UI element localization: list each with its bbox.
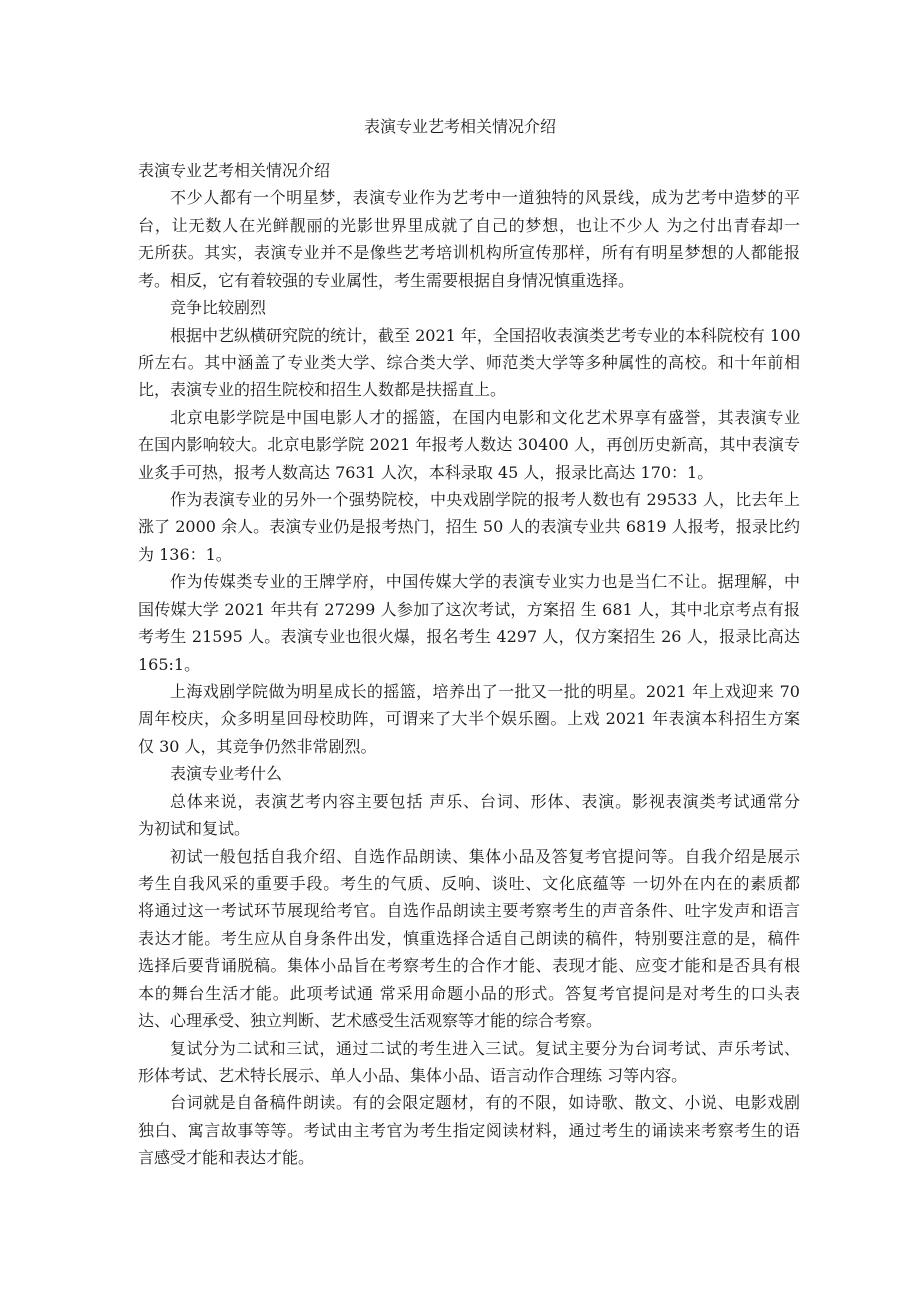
text-line: 不少人都有一个明星梦，表演专业作为艺考中一道独特的风景线，成为艺考中造梦的平 [170, 188, 800, 208]
text-line: 165:1。 [138, 654, 201, 674]
text-line: 选择后要背诵脱稿。集体小品旨在考察考生的合作才能、表现才能、应变才能和是否具有根 [138, 956, 800, 976]
document-body [138, 157, 800, 1172]
text-line: 考生自我风采的重要手段。考生的气质、反响、谈吐、文化底蕴等 一切外在内在的素质都 [138, 873, 800, 893]
paragraph [138, 678, 800, 760]
text-line: 独白、寓言故事等等。考试由主考官为考生指定阅读材料，通过考生的诵读来考察考生的语 [138, 1120, 800, 1140]
text-line: 涨了 2000 余人。表演专业仍是报考热门，招生 50 人的表演专业共 6819 人报考，报录比约 [138, 517, 800, 537]
text-line: 为初试和复试。 [138, 819, 251, 839]
paragraph [138, 788, 800, 843]
text-line: 达、心理承受、独立判断、艺术感受生活观察等才能的综合考察。 [138, 1011, 603, 1031]
text-line: 比，表演专业的招生院校和招生人数都是扶摇直上。 [138, 380, 507, 400]
paragraph [138, 322, 800, 404]
text-line: 将通过这一考试环节展现给考官。自选作品朗读主要考察考生的声音条件、吐字发声和语言 [138, 901, 800, 921]
section-heading [138, 294, 800, 321]
section-heading [138, 760, 800, 787]
paragraph [138, 486, 800, 568]
text-line: 作为传媒类专业的王牌学府，中国传媒大学的表演专业实力也是当仁不让。据理解，中 [170, 572, 800, 592]
text-line: 竞争比较剧烈 [170, 298, 267, 318]
text-line: 本的舞台生活才能。此项考试通 常采用命题小品的形式。答复考官提问是对考生的口头表 [138, 983, 800, 1003]
text-line: 所左右。其中涵盖了专业类大学、综合类大学、师范类大学等多种属性的高校。和十年前相 [138, 352, 800, 372]
text-line: 表演专业考什么 [170, 764, 283, 784]
text-line: 仅 30 人，其竞争仍然非常剧烈。 [138, 736, 377, 756]
text-line: 形体考试、艺术特长展示、单人小品、集体小品、语言动作合理练 习等内容。 [138, 1065, 688, 1085]
paragraph [138, 404, 800, 486]
text-line: 考。相反，它有着较强的专业属性，考生需要根据自身情况慎重选择。 [138, 270, 635, 290]
text-line: 业炙手可热，报考人数高达 7631 人次，本科录取 45 人，报录比高达 170：1。 [138, 462, 714, 482]
text-line: 国传媒大学 2021 年共有 27299 人参加了这次考试，方案招 生 681 人，其中北京考点有报 [138, 599, 800, 619]
paragraph [138, 843, 800, 1035]
text-line: 根据中艺纵横研究院的统计，截至 2021 年，全国招收表演类艺考专业的本科院校有 100 [170, 325, 801, 345]
paragraph [138, 568, 800, 678]
document-title: 表演专业艺考相关情况介绍 [363, 117, 556, 136]
section-heading [138, 157, 800, 184]
text-line: 初试一般包括自我介绍、自选作品朗读、集体小品及答复考官提问等。自我介绍是展示 [170, 846, 800, 866]
text-line: 台，让无数人在光鲜靓丽的光影世界里成就了自己的梦想，也让不少人 为之付出青春却一 [138, 215, 800, 235]
text-line: 北京电影学院是中国电影人才的摇篮，在国内电影和文化艺术界享有盛誉，其表演专业 [170, 407, 800, 427]
text-line: 表演专业艺考相关情况介绍 [138, 161, 331, 180]
text-line: 上海戏剧学院做为明星成长的摇篮，培养出了一批又一批的明星。2021 年上戏迎来 70 [170, 682, 800, 702]
text-line: 复试分为二试和三试，通过二试的考生进入三试。复试主要分为台词考试、声乐考试、 [170, 1038, 800, 1058]
text-line: 言感受才能和表达才能。 [138, 1148, 315, 1168]
text-line: 考考生 21595 人。表演专业也很火爆，报名考生 4297 人，仅方案招生 26 人，报录比高达 [138, 627, 800, 647]
text-line: 表达才能。考生应从自身条件出发，慎重选择合适自己朗读的稿件，特别要注意的是，稿件 [138, 928, 800, 948]
paragraph [138, 1089, 800, 1171]
text-line: 台词就是自备稿件朗读。有的会限定题材，有的不限，如诗歌、散文、小说、电影戏剧 [170, 1093, 800, 1113]
paragraph [138, 1035, 800, 1090]
paragraph [138, 184, 800, 294]
text-line: 周年校庆，众多明星回母校助阵，可谓来了大半个娱乐圈。上戏 2021 年表演本科招生方案 [138, 709, 800, 729]
text-line: 在国内影响较大。北京电影学院 2021 年报考人数达 30400 人，再创历史新高，其中表演专 [138, 435, 800, 455]
text-line: 总体来说，表演艺考内容主要包括 声乐、台词、形体、表演。影视表演类考试通常分 [170, 791, 800, 811]
text-line: 作为表演专业的另外一个强势院校，中央戏剧学院的报考人数也有 29533 人，比去年上 [170, 490, 800, 510]
text-line: 无所获。其实，表演专业并不是像些艺考培训机构所宣传那样，所有有明星梦想的人都能报 [138, 243, 800, 263]
text-line: 为 136：1。 [138, 544, 232, 564]
